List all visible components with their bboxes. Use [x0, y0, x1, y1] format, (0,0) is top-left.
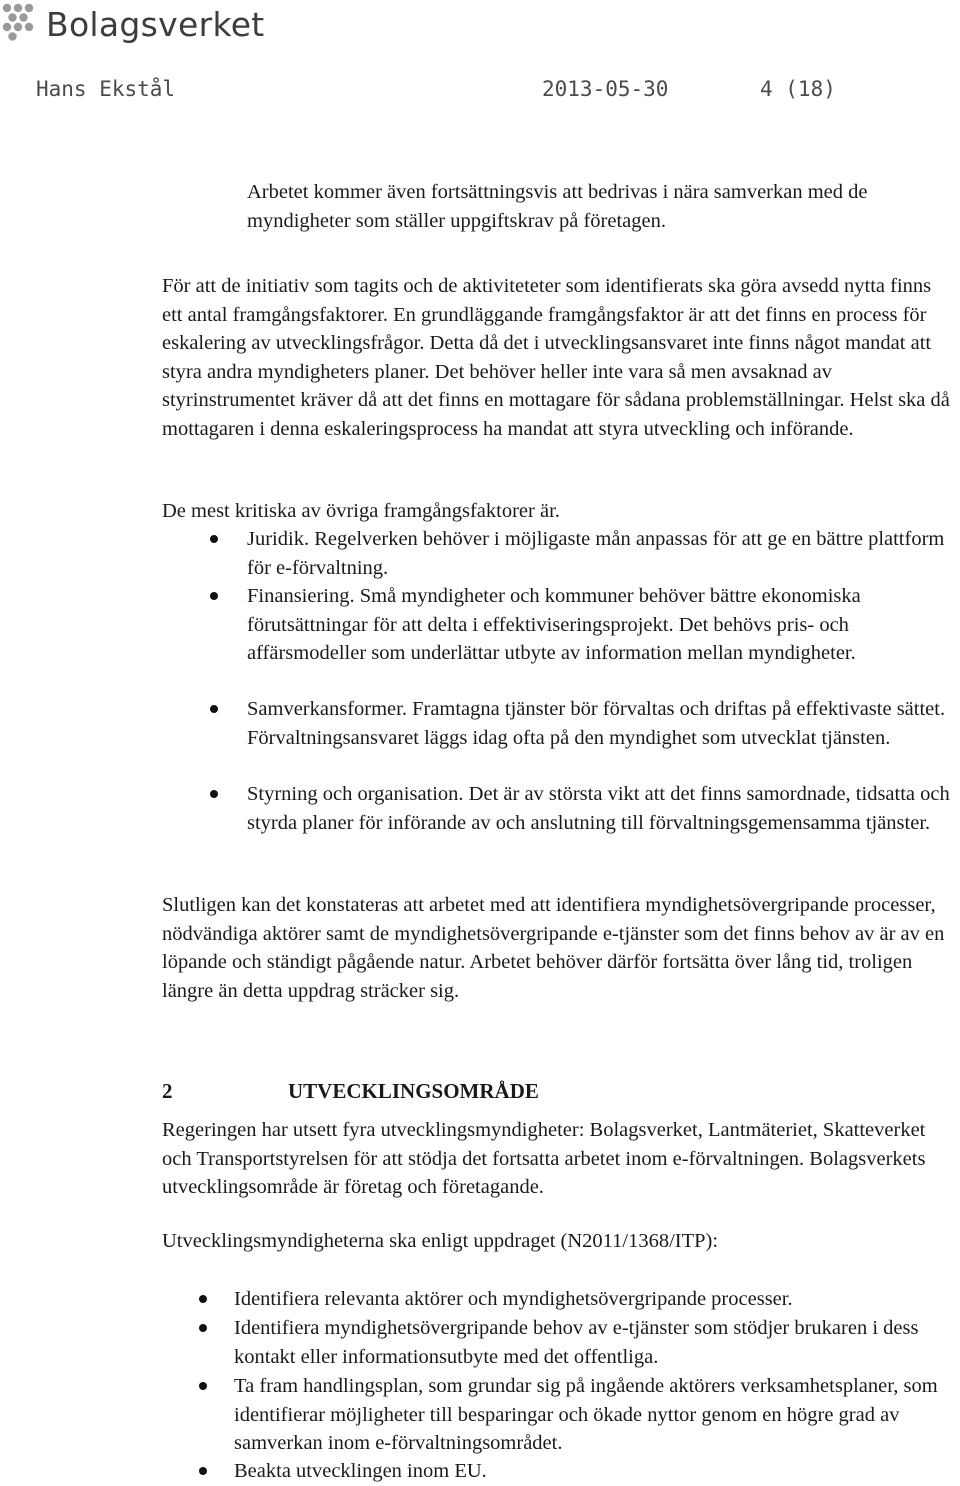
header-author: Hans Ekstål: [36, 77, 176, 101]
task-item-needs: Identifiera myndighetsövergripande behov av e-tjänster som stödjer brukaren i dess kontakt eller informationsutbyte med det offentliga.: [234, 1317, 919, 1368]
bullet-icon: [199, 1467, 207, 1475]
section-number: 2: [162, 1079, 173, 1103]
logo: [0, 0, 265, 48]
bullet-icon: [199, 1382, 207, 1390]
list-item-samverkansformer: Samverkansformer. Framtagna tjänster bör förvaltas och driftas på effektivaste sättet. Förvaltningsansvaret läggs idag ofta på den myndighet som utvecklat tjänsten.: [247, 698, 946, 749]
bullet-icon: [199, 1324, 207, 1332]
section-title: UTVECKLINGSOMRÅDE: [288, 1079, 539, 1103]
paragraph-assignment: Utvecklingsmyndigheterna ska enligt uppdraget (N2011/1368/ITP):: [162, 1230, 719, 1252]
paragraph-success-factors: För att de initiativ som tagits och de aktiviteteter som identifierats ska göra avsedd nytta finns ett antal framgångsfaktorer. En grundläggande framgångsfaktor är att det finns en process för eskalering av utvecklingsfrågor. Detta då det i utvecklingsansvaret inte finns något mandat att styra andra myndigheters planer. Det behöver heller inte vara så men avsaknad av styrinstrumentet kräver då att det finns en mottagare för sådana problemställningar. Helst ska då mottagaren i denna eskaleringsprocess ha mandat att styra utveckling och införande.: [162, 275, 950, 440]
list-item-juridik: Juridik. Regelverken behöver i möjligaste mån anpassas för att ge en bättre plattform för e-förvaltning.: [247, 528, 945, 579]
bullet-icon: [210, 592, 218, 600]
list-item-styrning: Styrning och organisation. Det är av största vikt att det finns samordnade, tidsatta och styrda planer för införande av och anslutning till förvaltningsgemensamma tjänster.: [247, 783, 950, 834]
bullet-icon: [210, 535, 218, 543]
header-page-number: 4 (18): [760, 77, 836, 101]
page-header: [36, 77, 836, 173]
logo-text: Bolagsverket: [46, 4, 265, 44]
task-item-actors: Identifiera relevanta aktörer och myndighetsövergripande processer.: [234, 1288, 793, 1310]
bullet-icon: [210, 790, 218, 798]
bolagsverket-logo-icon: [0, 0, 40, 48]
paragraph-collaboration: Arbetet kommer även fortsättningsvis att bedrivas i nära samverkan med de myndigheter som ställer uppgiftskrav på företagen.: [247, 181, 868, 232]
bullet-icon: [199, 1295, 207, 1303]
paragraph-government: Regeringen har utsett fyra utvecklingsmyndigheter: Bolagsverket, Lantmäteriet, Skatteverket och Transportstyrelsen för att stödja det fortsatta arbetet inom e-förvaltningen. Bolagsverkets utvecklingsområde är företag och företagande.: [162, 1119, 926, 1198]
bullet-icon: [210, 705, 218, 713]
paragraph-critical-factors-intro: De mest kritiska av övriga framgångsfaktorer är.: [162, 500, 560, 522]
task-item-eu: Beakta utvecklingen inom EU.: [234, 1460, 487, 1482]
task-item-action-plan: Ta fram handlingsplan, som grundar sig på ingående aktörers verksamhetsplaner, som identifierar möjligheter till besparingar och ökade nyttor genom en högre grad av samverkan inom e-förvaltningsområdet.: [234, 1375, 938, 1454]
paragraph-conclusion: Slutligen kan det konstateras att arbetet med att identifiera myndighetsövergripande processer, nödvändiga aktörer samt de myndighetsövergripande e-tjänster som det finns behov av är av en löpande och ständigt pågående natur. Arbetet behöver därför fortsätta över lång tid, troligen längre än detta uppdrag sträcker sig.: [162, 894, 945, 1002]
list-item-finansiering: Finansiering. Små myndigheter och kommuner behöver bättre ekonomiska förutsättningar för att delta i effektiviseringsprojekt. Det behövs pris- och affärsmodeller som underlättar utbyte av information mellan myndigheter.: [247, 585, 861, 664]
header-date: 2013-05-30: [542, 77, 669, 101]
